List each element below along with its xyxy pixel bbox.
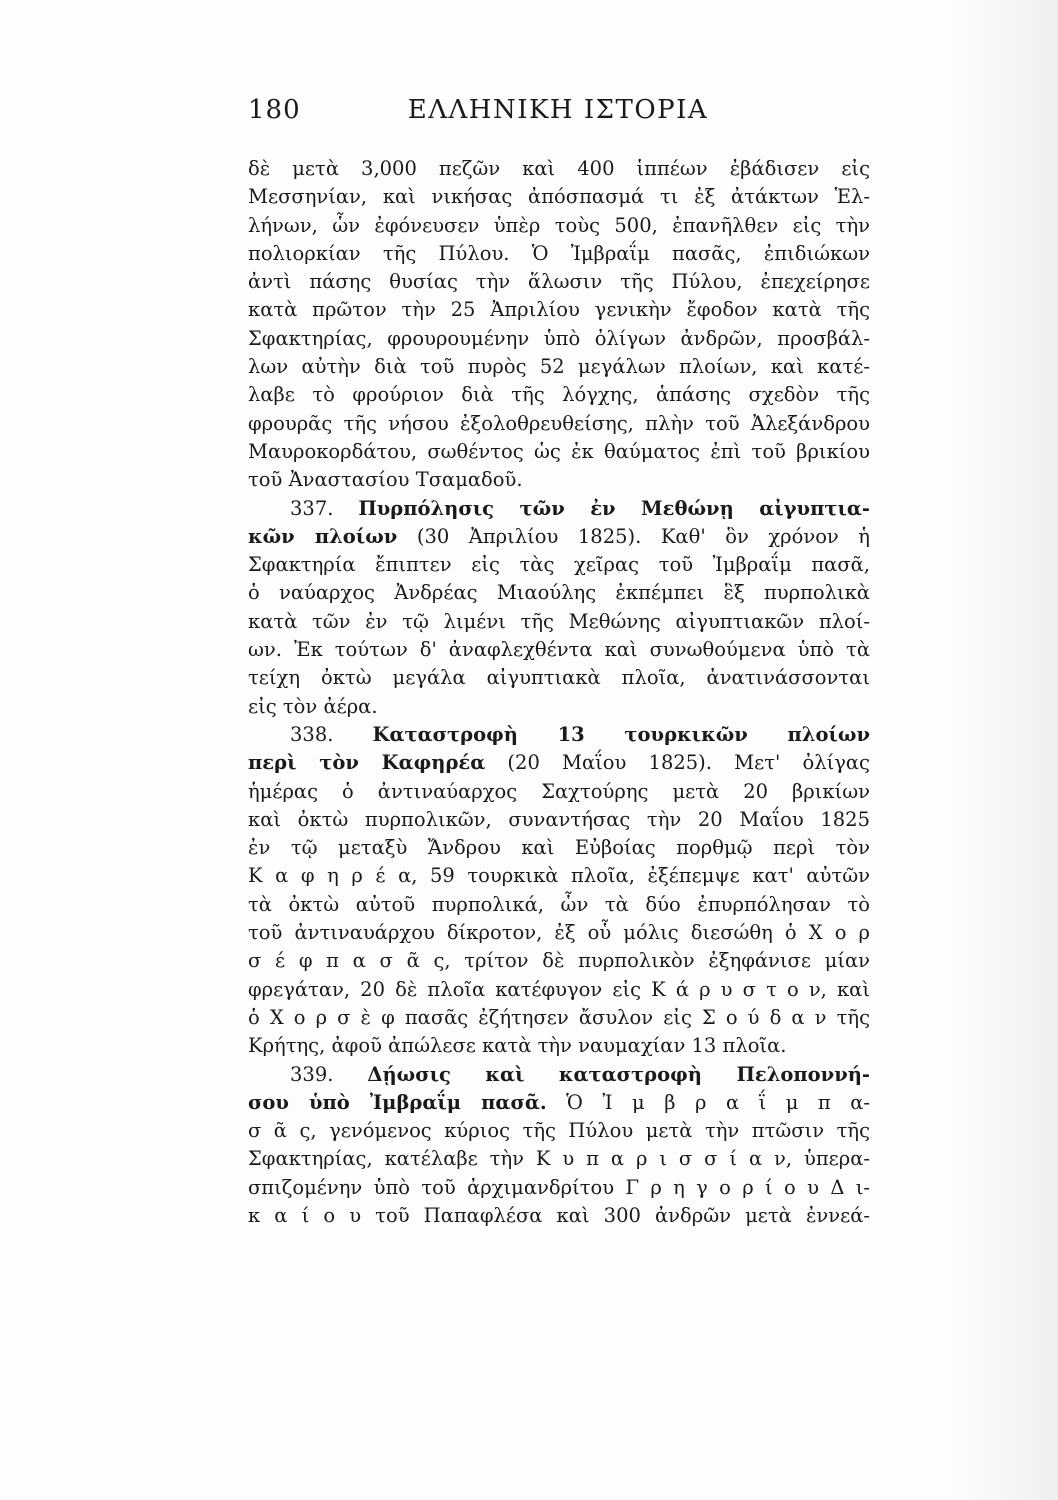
text-line: ἀντὶ πάσης θυσίας τὴν ἅλωσιν τῆς Πύλου, ἐπεχείρησε (248, 270, 870, 294)
section-heading: κῶν πλοίων (248, 524, 398, 548)
text-line: τοῦ ἀντιναυάρχου δίκροτον, ἐξ οὗ μόλις διεσώθη ὁ Χ ο ρ (248, 921, 870, 945)
text-line: Σφακτηρία ἔπιπτεν εἰς τὰς χεῖρας τοῦ Ἰμβραΐμ πασᾶ, (248, 553, 870, 577)
text-line (248, 523, 870, 551)
text-line: σπιζομένην ὑπὸ τοῦ ἀρχιμανδρίτου Γ ρ η γ ο ρ ί ο υ Δ ι- (248, 1175, 870, 1199)
text-line (248, 1089, 870, 1117)
text-line: Σφακτηρίας, κατέλαβε τὴν Κ υ π α ρ ι σ σ ί α ν, ὑπερα- (248, 1147, 870, 1171)
section-heading: Καταστροφὴ 13 τουρκικῶν πλοίων (372, 722, 870, 746)
text-line: κατὰ τῶν ἐν τῷ λιμένι τῆς Μεθώνης αἰγυπτιακῶν πλοί- (248, 609, 870, 633)
text-line: κ α ί ο υ τοῦ Παπαφλέσα καὶ 300 ἀνδρῶν μετὰ ἐννεά- (248, 1203, 870, 1227)
text-line: λήνων, ὧν ἐφόνευσεν ὑπὲρ τοὺς 500, ἐπανῆλθεν εἰς τὴν (248, 213, 870, 237)
section-number: 337. (290, 496, 334, 520)
section-heading: Πυρπόλησις τῶν ἐν Μεθώνῃ αἰγυπτια- (358, 496, 871, 520)
section-heading: σου ὑπὸ Ἰμβραΐμ πασᾶ. (248, 1090, 547, 1114)
text-line: φρουρᾶς τῆς νήσου ἐξολοθρευθείσης, πλὴν τοῦ Ἀλεξάνδρου (248, 411, 870, 435)
section-339-heading (248, 1061, 870, 1089)
page-number: 180 (248, 95, 301, 125)
section-number: 338. (290, 722, 334, 746)
section-heading: περὶ τὸν Καφηρέα (248, 751, 486, 775)
text-line: δὲ μετὰ 3,000 πεζῶν καὶ 400 ἱππέων ἐβάδισεν εἰς (248, 157, 870, 180)
text-span: (20 Μαΐου 1825). Μετ' ὀλίγας (485, 751, 870, 775)
text-line: καὶ ὀκτὼ πυρπολικῶν, συναντήσας τὴν 20 Μαΐου 1825 (248, 807, 870, 831)
text-span: (30 Ἀπριλίου 1825). Καθ' ὃν χρόνον ἡ (397, 524, 870, 548)
text-line: λαβε τὸ φρούριον διὰ τῆς λόγχης, ἁπάσης σχεδὸν τῆς (248, 383, 870, 407)
section-337-heading (248, 495, 870, 523)
text-line: ἐν τῷ μεταξὺ Ἄνδρου καὶ Εὐβοίας πορθμῷ περὶ τὸν (248, 836, 870, 860)
text-span: Ὁ Ἰ μ β ρ α ΐ μ π α- (546, 1090, 871, 1114)
text-line: ἡμέρας ὁ ἀντιναύαρχος Σαχτούρης μετὰ 20 βρικίων (248, 779, 870, 803)
text-line: ων. Ἐκ τούτων δ' ἀναφλεχθέντα καὶ συνωθούμενα ὑπὸ τὰ (248, 638, 870, 662)
running-title: ΕΛΛΗΝΙΚΗ ΙΣΤΟΡΙΑ (407, 95, 709, 125)
text-line: τοῦ Ἀναστασίου Τσαμαδοῦ. (248, 468, 523, 492)
text-line: ὁ ναύαρχος Ἀνδρέας Μιαούλης ἐκπέμπει ἓξ πυρπολικὰ (248, 581, 870, 605)
text-line: ὁ Χ ο ρ σ ὲ φ πασᾶς ἐζήτησεν ἄσυλον εἰς Σ ο ύ δ α ν τῆς (248, 1005, 870, 1029)
text-line: πολιορκίαν τῆς Πύλου. Ὁ Ἰμβραΐμ πασᾶς, ἐπιδιώκων (248, 241, 870, 265)
section-number: 339. (290, 1062, 334, 1086)
text-line: εἰς τὸν ἀέρα. (248, 694, 378, 718)
text-line: Κ α φ η ρ έ α, 59 τουρκικὰ πλοῖα, ἐξέπεμψε κατ' αὐτῶν (248, 864, 870, 888)
text-line: Μαυροκορδάτου, σωθέντος ὡς ἐκ θαύματος ἐπὶ τοῦ βρικίου (248, 439, 870, 463)
scan-shadow (948, 0, 1058, 1500)
text-line (248, 749, 870, 777)
section-338-heading (248, 721, 870, 749)
text-line: σ ᾶ ς, γενόμενος κύριος τῆς Πύλου μετὰ τὴν πτῶσιν τῆς (248, 1119, 870, 1143)
section-heading: Δῄωσις καὶ καταστροφὴ Πελοποννή- (367, 1062, 870, 1086)
text-line: Μεσσηνίαν, καὶ νικήσας ἀπόσπασμά τι ἐξ ἀτάκτων Ἑλ- (248, 185, 870, 209)
text-line: Κρήτης, ἀφοῦ ἀπώλεσε κατὰ τὴν ναυμαχίαν 13 πλοῖα. (248, 1034, 787, 1058)
body-text (248, 155, 870, 1230)
text-line: Σφακτηρίας, φρουρουμένην ὑπὸ ὀλίγων ἀνδρῶν, προσβάλ- (248, 326, 870, 350)
text-line: φρεγάταν, 20 δὲ πλοῖα κατέφυγον εἰς Κ ά ρ υ σ τ ο ν, καὶ (248, 977, 870, 1001)
text-line: λων αὐτὴν διὰ τοῦ πυρὸς 52 μεγάλων πλοίων, καὶ κατέ- (248, 355, 870, 379)
text-line: σ έ φ π α σ ᾶ ς, τρίτον δὲ πυρπολικὸν ἐξηφάνισε μίαν (248, 949, 870, 973)
page-header (248, 95, 868, 135)
text-line: κατὰ πρῶτον τὴν 25 Ἀπριλίου γενικὴν ἔφοδον κατὰ τῆς (248, 298, 870, 322)
text-line: τὰ ὀκτὼ αὐτοῦ πυρπολικά, ὧν τὰ δύο ἐπυρπόλησαν τὸ (248, 892, 870, 916)
text-line: τείχη ὀκτὼ μεγάλα αἰγυπτιακὰ πλοῖα, ἀνατινάσσονται (248, 666, 870, 690)
